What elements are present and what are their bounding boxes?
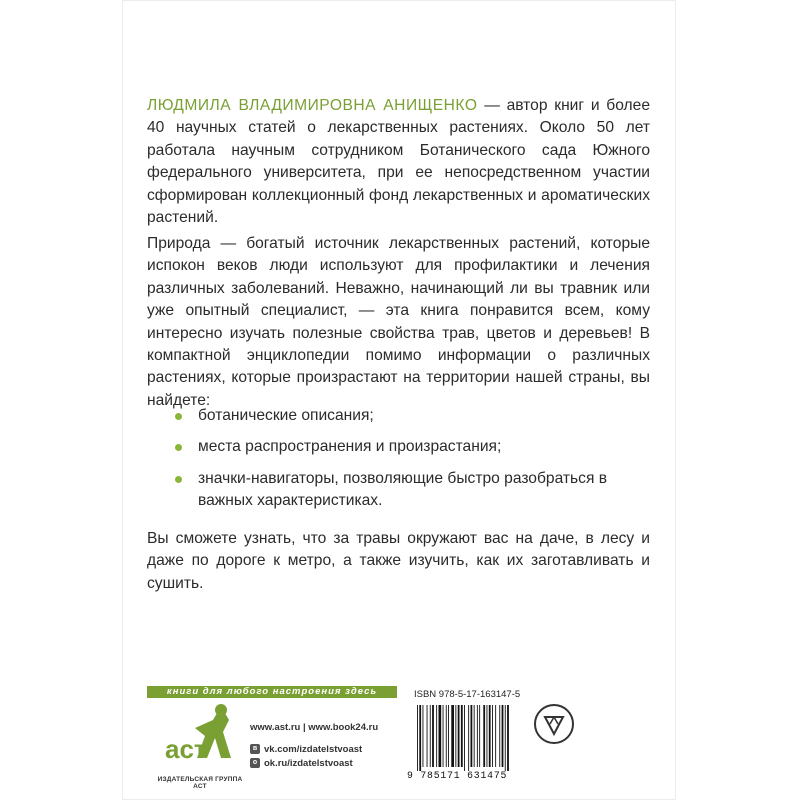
barcode-bar — [479, 705, 480, 767]
barcode-bar — [439, 705, 442, 767]
barcode-bar — [507, 705, 509, 771]
barcode-bar — [436, 705, 437, 767]
author-name: ЛЮДМИЛА ВЛАДИМИРОВНА АНИЩЕНКО — [147, 97, 478, 114]
barcode-bar — [483, 705, 485, 767]
feature-list — [170, 405, 640, 513]
barcode-bar — [432, 705, 434, 767]
barcode-bar — [451, 705, 454, 767]
ok-link[interactable]: o ok.ru/izdatelstvoast — [250, 756, 362, 770]
outro-paragraph: Вы сможете узнать, что за травы окружают вас на даче, в лесу и даже по дороге к метро, а также изучить, как их заготавливать и сушить. — [147, 530, 650, 592]
social-links — [250, 742, 362, 770]
barcode-bar — [423, 705, 424, 767]
vk-link[interactable]: в vk.com/izdatelstvoast — [250, 742, 362, 756]
k-brand-icon — [533, 703, 575, 745]
barcode-bar — [492, 705, 493, 767]
barcode-bar — [458, 705, 460, 767]
barcode-bar — [455, 705, 456, 767]
bullet-dot-icon — [175, 444, 182, 451]
barcode-bar — [495, 705, 496, 767]
barcode-bar — [489, 705, 491, 767]
barcode-bar — [477, 705, 478, 767]
barcode-bar — [417, 705, 418, 771]
barcode-bar — [505, 705, 506, 771]
barcode-bar — [471, 705, 473, 767]
publisher-caption: ИЗДАТЕЛЬСКАЯ ГРУППА АСТ — [157, 776, 243, 790]
logo-text: аст — [165, 734, 207, 764]
barcode-digits: 9 785171 631475 — [407, 770, 508, 781]
vk-icon: в — [250, 744, 260, 754]
barcode-bar — [443, 705, 444, 767]
barcode-bar — [430, 705, 431, 767]
barcode-bar — [427, 705, 428, 767]
barcode-bar — [419, 705, 421, 771]
website-links[interactable]: www.ast.ru | www.book24.ru — [250, 722, 379, 733]
barcode-bar — [461, 705, 463, 767]
list-item: места распространения и произрастания; — [170, 436, 640, 458]
barcode — [407, 703, 522, 778]
list-item: значки-навигаторы, позволяющие быстро разобраться в важных характеристиках. — [170, 468, 640, 513]
barcode-bar — [474, 705, 475, 767]
barcode-bar — [448, 705, 449, 767]
bullet-dot-icon — [175, 476, 182, 483]
barcode-bar — [446, 705, 447, 767]
barcode-bar — [464, 705, 465, 771]
barcode-bar — [502, 705, 504, 767]
barcode-bar — [468, 705, 469, 771]
isbn: ISBN 978-5-17-163147-5 — [414, 689, 521, 700]
ast-logo — [155, 700, 245, 785]
barcode-bar — [499, 705, 500, 767]
tagline-bar: книги для любого настроения здесь — [147, 686, 397, 698]
barcode-bar — [487, 705, 488, 767]
author-bio-text: — автор книг и более 40 научных статей о лекарственных растениях. Около 50 лет работала научным сотрудником Ботанического сада Южного федерального университета, при ее непосредственном участии сформирован коллекционный фонд лекарственных и ароматических растений. — [147, 97, 650, 227]
author-bio — [147, 95, 650, 229]
list-item: ботанические описания; — [170, 405, 640, 427]
bullet-dot-icon — [175, 413, 182, 420]
intro-paragraph: Природа — богатый источник лекарственных растений, которые испокон веков люди используют для профилактики и лечения различных заболеваний. Неважно, начинающий ли вы травник или уже опытный специалист, — эта книга понравится всем, кому интересно изучать полезные свойства трав, цветов и деревьев! В компактной энциклопедии помимо информации о различных растениях, которые произрастают на территории нашей страны, вы найдете: — [147, 235, 650, 409]
ok-icon: o — [250, 758, 260, 768]
